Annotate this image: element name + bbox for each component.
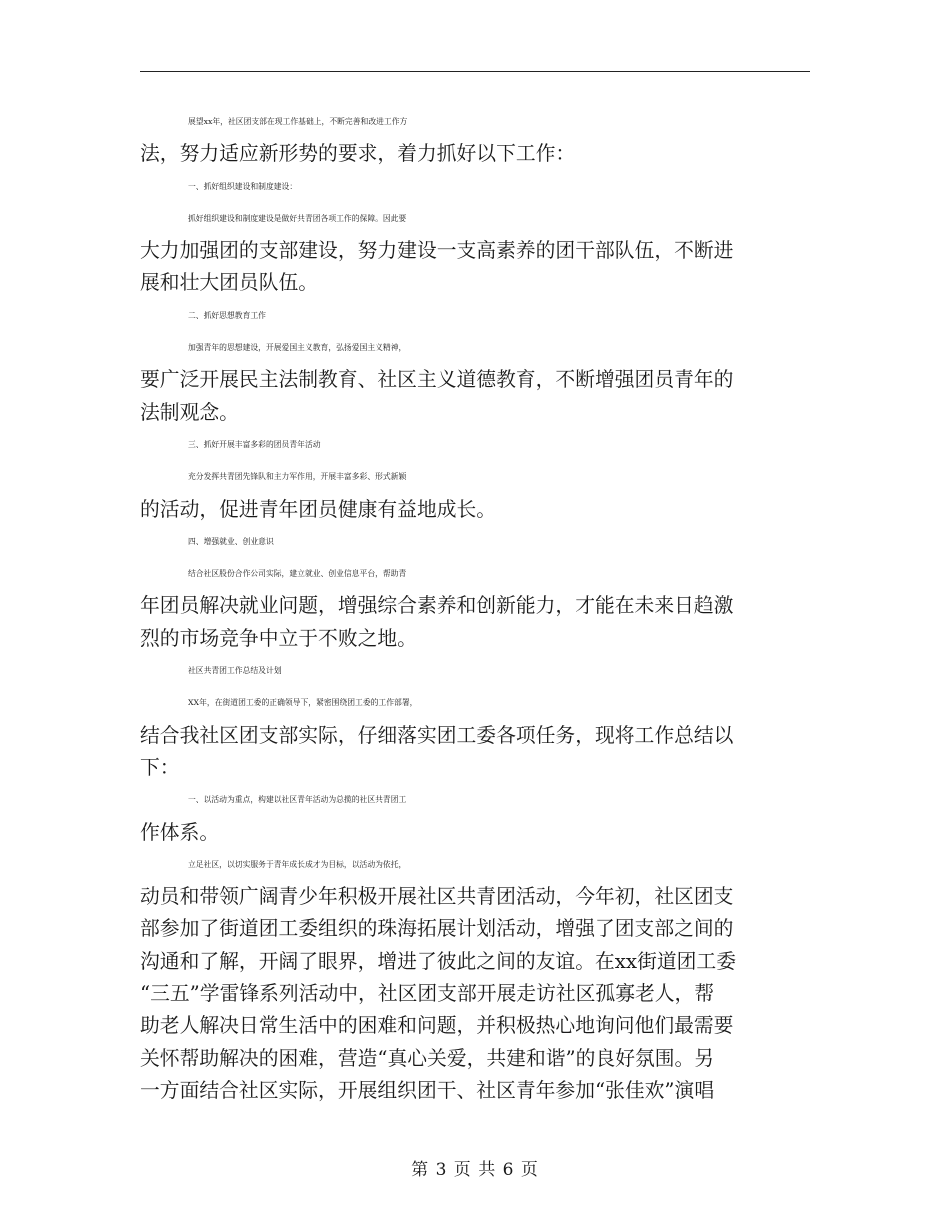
text-line: 社区共青团工作总结及计划 (188, 666, 282, 676)
text-line: 动员和带领广阔青少年积极开展社区共青团活动，今年初，社区团支 (140, 885, 734, 909)
text-line: 抓好组织建设和制度建设是做好共青团各项工作的保障。因此要 (188, 213, 407, 223)
text-line: 加强青年的思想建设，开展爱国主义教育，弘扬爱国主义精神， (188, 343, 407, 353)
text-line: 部参加了街道团工委组织的珠海拓展计划活动，增强了团支部之间的 (140, 917, 734, 941)
text-line: 的活动，促进青年团员健康有益地成长。 (140, 497, 497, 521)
text-line: 沟通和了解，开阔了眼界，增进了彼此之间的友谊。在xx街道团工委 (140, 949, 736, 973)
text-line: 关怀帮助解决的困难，营造“真心关爱，共建和谐”的良好氛围。另 (140, 1046, 715, 1070)
text-line: 展和壮大团员队伍。 (140, 271, 319, 295)
text-line: 一、以活动为重点，构建以社区青年活动为总揽的社区共青团工 (188, 795, 407, 805)
text-line: 大力加强团的支部建设，努力建设一支高素养的团干部队伍，不断进 (140, 239, 734, 263)
text-line: 四、增强就业、创业意识 (188, 536, 274, 546)
text-line: 一方面结合社区实际，开展组织团干、社区青年参加“张佳欢”演唱 (140, 1078, 715, 1102)
text-line: 结合我社区团支部实际，仔细落实团工委各项任务，现将工作总结以 (140, 723, 734, 747)
text-line: 结合社区股份合作公司实际，建立就业、创业信息平台，帮助青 (188, 569, 407, 579)
text-line: 作体系。 (140, 820, 220, 844)
text-line: 法制观念。 (140, 400, 239, 424)
text-line: 年团员解决就业问题，增强综合素养和创新能力，才能在未来日趋激 (140, 594, 734, 618)
text-line: 助老人解决日常生活中的困难和问题，并积极热心地询问他们最需要 (140, 1014, 734, 1038)
text-line: 法，努力适应新形势的要求，着力抓好以下工作： (140, 142, 576, 166)
header-rule (140, 71, 810, 72)
text-line: 立足社区，以切实服务于青年成长成才为目标，以活动为依托， (188, 859, 407, 869)
text-line: 展望xx年，社区团支部在现工作基础上，不断完善和改进工作方 (188, 117, 408, 126)
text-line: 要广泛开展民主法制教育、社区主义道德教育，不断增强团员青年的 (140, 368, 734, 392)
text-line: 充分发挥共青团先锋队和主力军作用，开展丰富多彩、形式新颖 (188, 472, 407, 482)
text-line: 下： (140, 755, 180, 779)
text-line: 三、抓好开展丰富多彩的团员青年活动 (188, 439, 321, 449)
page-footer: 第 3 页 共 6 页 (411, 1160, 539, 1180)
text-line: “三五”学雷锋系列活动中，社区团支部开展走访社区孤寡老人，帮 (140, 982, 715, 1006)
text-line: XX年，在街道团工委的正确领导下，紧密围绕团工委的工作部署， (188, 698, 418, 708)
text-line: 二、抓好思想教育工作 (188, 310, 266, 320)
document-body (140, 106, 810, 1107)
text-line: 一、抓好组织建设和制度建设： (188, 181, 298, 191)
text-line: 烈的市场竞争中立于不败之地。 (140, 626, 417, 650)
